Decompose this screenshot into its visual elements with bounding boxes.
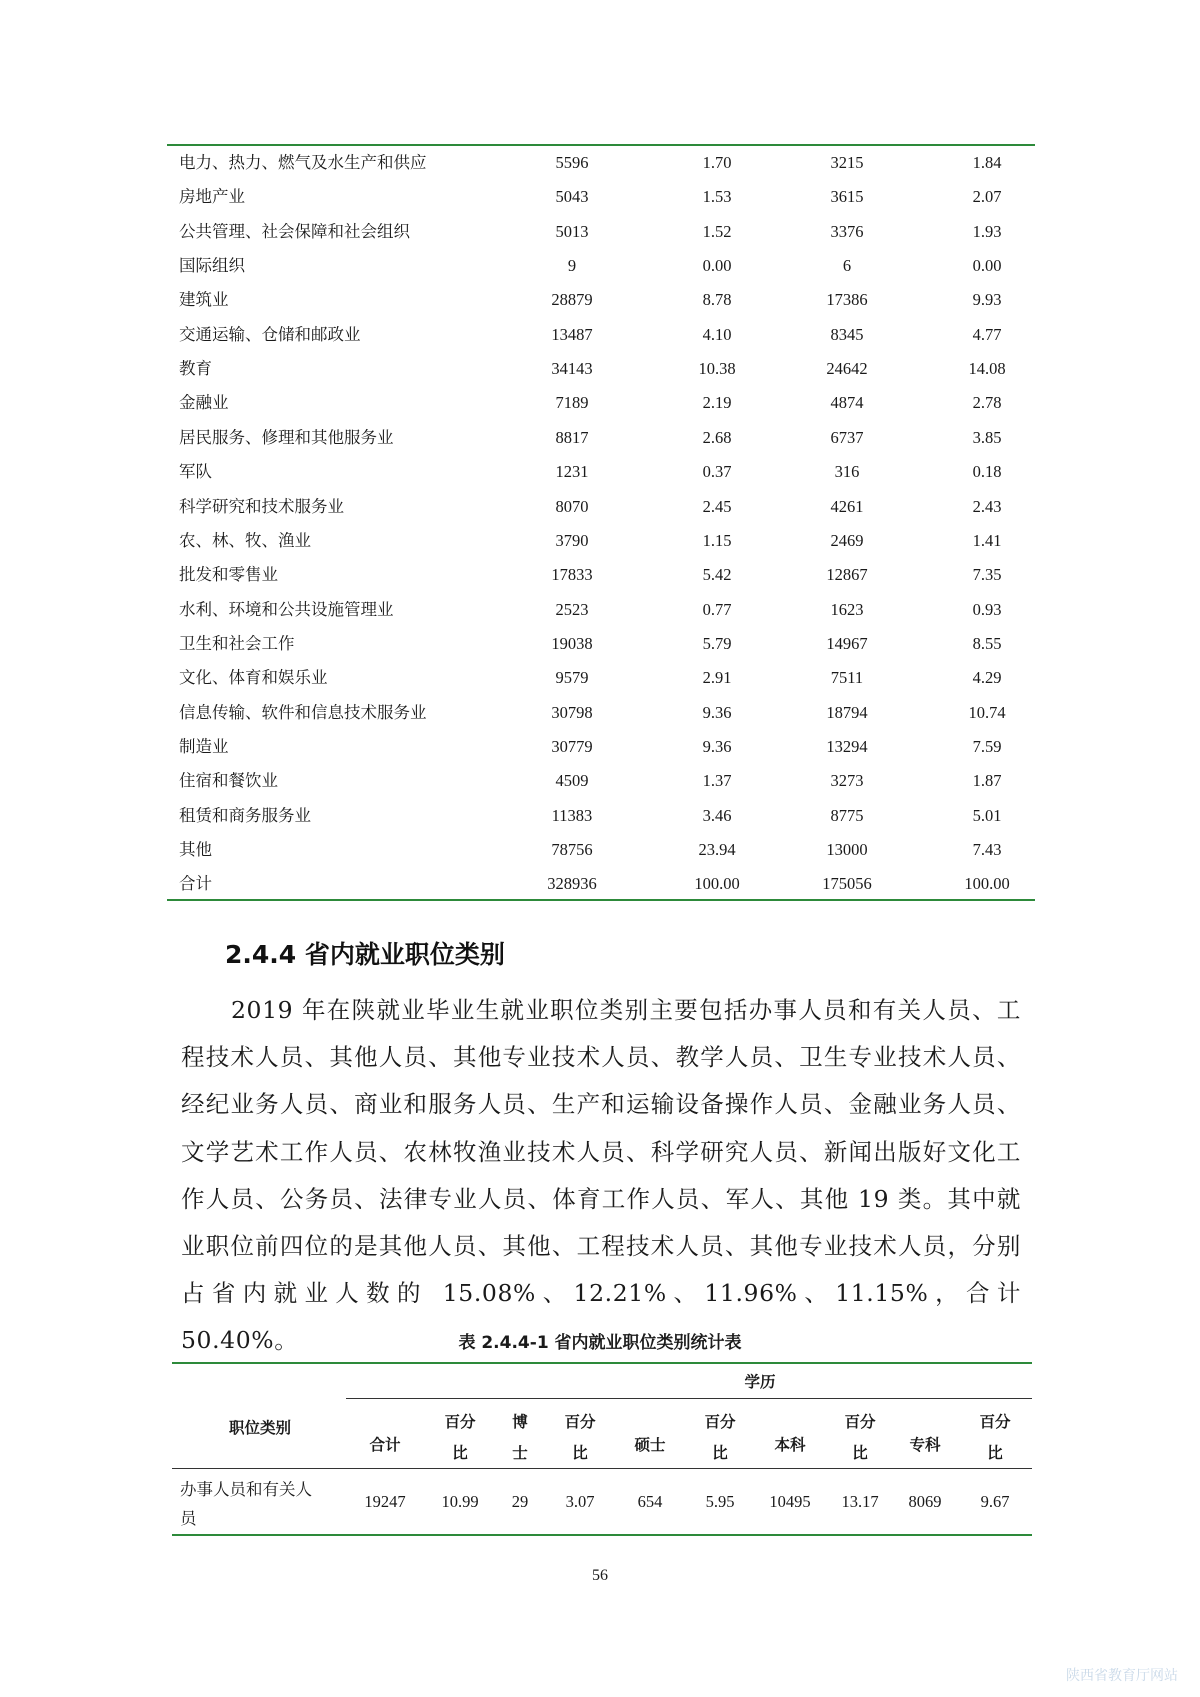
employed-pct: 7.59	[972, 736, 1002, 756]
employed-pct: 8.55	[972, 633, 1002, 653]
employed-count: 7511	[830, 668, 864, 688]
graduates-pct: 9.36	[702, 736, 732, 756]
header-bachelor: 本科	[774, 1436, 806, 1454]
graduates-pct: 100.00	[694, 874, 740, 894]
table-row	[167, 627, 1035, 661]
row-phd-pct: 3.07	[565, 1492, 595, 1511]
industry-name: 信息传输、软件和信息技术服务业	[179, 702, 427, 722]
industry-name: 居民服务、修理和其他服务业	[179, 427, 394, 447]
employed-count: 3376	[830, 221, 864, 241]
graduates-count: 17833	[551, 565, 593, 585]
graduates-count: 5043	[555, 187, 589, 207]
table-row	[167, 661, 1035, 695]
employed-count: 3615	[830, 187, 864, 207]
graduates-pct: 2.19	[702, 393, 732, 413]
graduates-pct: 3.46	[702, 805, 732, 825]
graduates-pct: 10.38	[698, 359, 736, 379]
industry-name: 住宿和餐饮业	[179, 771, 278, 791]
row-total-pct: 10.99	[441, 1492, 479, 1511]
employed-count: 1623	[830, 599, 864, 619]
employed-count: 18794	[826, 702, 868, 722]
graduates-count: 1231	[555, 462, 589, 482]
employed-count: 13294	[826, 736, 868, 756]
employed-pct: 7.43	[972, 840, 1002, 859]
header-bachelor-pct-line1: 百分	[844, 1413, 876, 1431]
graduates-count: 11383	[551, 805, 593, 825]
table-row	[167, 146, 1035, 180]
header-college-pct-line1: 百分	[979, 1413, 1011, 1431]
industry-name: 批发和零售业	[179, 565, 278, 585]
table-row	[167, 421, 1035, 455]
employed-count: 8345	[830, 324, 864, 344]
industry-name: 农、林、牧、渔业	[179, 530, 311, 550]
graduates-pct: 0.00	[702, 256, 732, 276]
table-row	[167, 180, 1035, 214]
table-row	[167, 833, 1035, 867]
graduates-pct: 2.91	[702, 668, 732, 688]
graduates-pct: 1.37	[702, 771, 732, 791]
industry-name: 交通运输、仓储和邮政业	[179, 324, 361, 344]
graduates-count: 2523	[555, 599, 589, 619]
table-row	[167, 524, 1035, 558]
table-row	[167, 490, 1035, 524]
graduates-pct: 1.15	[702, 530, 732, 550]
table-row	[167, 283, 1035, 317]
graduates-count: 3790	[555, 530, 589, 550]
employed-pct: 1.93	[972, 221, 1002, 241]
table-row	[167, 318, 1035, 352]
employed-count: 316	[834, 462, 860, 482]
industry-name: 卫生和社会工作	[179, 633, 295, 653]
employed-count: 2469	[830, 530, 864, 550]
employed-count: 17386	[826, 290, 868, 310]
employed-count: 3273	[830, 771, 864, 791]
employed-pct: 3.85	[972, 427, 1002, 447]
header-category: 职位类别	[228, 1419, 291, 1437]
employed-pct: 9.93	[972, 290, 1002, 310]
row-college-pct: 9.67	[980, 1492, 1010, 1511]
page-number: 56	[592, 1567, 608, 1584]
table-row	[167, 867, 1035, 901]
graduates-count: 34143	[551, 359, 593, 379]
employed-pct: 2.07	[972, 187, 1002, 207]
graduates-count: 78756	[551, 840, 593, 859]
employed-count: 14967	[826, 633, 868, 653]
table-row	[167, 730, 1035, 764]
graduates-pct: 0.37	[702, 462, 732, 482]
header-phd-line1: 博	[512, 1413, 528, 1431]
graduates-pct: 1.53	[702, 187, 732, 207]
employed-pct: 1.84	[972, 153, 1002, 172]
header-total: 合计	[369, 1436, 401, 1454]
row-bachelor-pct: 13.17	[841, 1492, 879, 1511]
employed-count: 6737	[830, 427, 864, 447]
table-row	[167, 593, 1035, 627]
graduates-count: 328936	[547, 874, 597, 894]
industry-name: 水利、环境和公共设施管理业	[179, 599, 394, 619]
table-bottom-rule	[172, 1534, 1032, 1536]
row-bachelor: 10495	[769, 1492, 811, 1511]
industry-name: 制造业	[179, 736, 229, 756]
header-master-pct-line1: 百分	[704, 1413, 736, 1431]
header-master-pct-line2: 比	[712, 1444, 728, 1462]
header-phd-pct-line2: 比	[572, 1444, 588, 1462]
table-row	[167, 386, 1035, 420]
graduates-count: 19038	[551, 633, 593, 653]
employed-pct: 2.43	[972, 496, 1002, 516]
table-row	[167, 696, 1035, 730]
employed-pct: 7.35	[972, 565, 1002, 585]
employed-pct: 4.29	[972, 668, 1002, 688]
header-total-pct-line1: 百分	[444, 1413, 476, 1431]
header-bottom-rule	[172, 1468, 1032, 1469]
graduates-pct: 8.78	[702, 290, 732, 310]
header-total-pct-line2: 比	[452, 1444, 468, 1462]
header-education-group: 学历	[744, 1373, 776, 1391]
industry-name: 电力、热力、燃气及水生产和供应	[179, 153, 427, 172]
employed-pct: 2.78	[972, 393, 1002, 413]
industry-name: 金融业	[179, 393, 229, 413]
employed-count: 8775	[830, 805, 864, 825]
table-top-rule	[172, 1362, 1032, 1364]
graduates-pct: 9.36	[702, 702, 732, 722]
row-college: 8069	[908, 1492, 942, 1511]
graduates-pct: 2.68	[702, 427, 732, 447]
graduates-count: 30798	[551, 702, 593, 722]
graduates-pct: 5.42	[702, 565, 732, 585]
graduates-pct: 0.77	[702, 599, 732, 619]
header-bachelor-pct-line2: 比	[852, 1444, 868, 1462]
row-master: 654	[637, 1492, 663, 1511]
table-row	[167, 455, 1035, 489]
industry-name: 合计	[179, 874, 212, 894]
header-college-pct-line2: 比	[987, 1444, 1003, 1462]
graduates-pct: 1.52	[702, 221, 732, 241]
graduates-count: 7189	[555, 393, 589, 413]
industry-name: 租赁和商务服务业	[179, 805, 311, 825]
employed-count: 175056	[822, 874, 872, 894]
employed-pct: 1.41	[972, 530, 1002, 550]
industry-name: 公共管理、社会保障和社会组织	[179, 221, 410, 241]
graduates-count: 30779	[551, 736, 593, 756]
employed-count: 4874	[830, 393, 864, 413]
table-caption: 表 2.4.4-1 省内就业职位类别统计表	[458, 1333, 742, 1353]
graduates-count: 9	[567, 256, 577, 276]
header-phd-pct-line1: 百分	[564, 1413, 596, 1431]
employed-pct: 14.08	[968, 359, 1006, 379]
graduates-count: 5596	[555, 153, 589, 172]
table-row	[167, 249, 1035, 283]
employed-pct: 100.00	[964, 874, 1010, 894]
graduates-count: 5013	[555, 221, 589, 241]
employed-pct: 0.00	[972, 256, 1002, 276]
header-group-rule	[346, 1398, 1032, 1399]
industry-name: 教育	[179, 359, 212, 379]
graduates-count: 4509	[555, 771, 589, 791]
employed-pct: 1.87	[972, 771, 1002, 791]
table-bottom-rule	[167, 899, 1035, 901]
graduates-pct: 5.79	[702, 633, 732, 653]
graduates-count: 13487	[551, 324, 593, 344]
industry-name: 科学研究和技术服务业	[179, 496, 344, 516]
graduates-count: 9579	[555, 668, 589, 688]
graduates-pct: 1.70	[702, 153, 732, 172]
employed-count: 24642	[826, 359, 868, 379]
watermark: 陕西省教育厅网站	[1066, 1668, 1178, 1684]
graduates-pct: 4.10	[702, 324, 732, 344]
row-name-line2: 员	[180, 1509, 197, 1528]
header-phd-line2: 士	[512, 1444, 528, 1462]
graduates-pct: 23.94	[698, 840, 736, 859]
employed-pct: 4.77	[972, 324, 1002, 344]
industry-name: 建筑业	[179, 290, 229, 310]
table-row	[167, 558, 1035, 592]
graduates-pct: 2.45	[702, 496, 732, 516]
graduates-count: 8817	[555, 427, 589, 447]
industry-name: 国际组织	[179, 256, 245, 276]
graduates-count: 28879	[551, 290, 593, 310]
header-college: 专科	[909, 1436, 941, 1454]
employed-count: 6	[842, 256, 852, 276]
employed-count: 13000	[826, 840, 868, 859]
table-row	[167, 215, 1035, 249]
row-master-pct: 5.95	[705, 1492, 735, 1511]
graduates-count: 8070	[555, 496, 589, 516]
employed-count: 4261	[830, 496, 864, 516]
row-name-line1: 办事人员和有关人	[180, 1480, 312, 1499]
employed-count: 12867	[826, 565, 868, 585]
section-heading: 2.4.4 省内就业职位类别	[225, 940, 505, 969]
industry-name: 房地产业	[179, 187, 245, 207]
employed-count: 3215	[830, 153, 864, 172]
table-row	[167, 799, 1035, 833]
employed-pct: 0.93	[972, 599, 1002, 619]
row-phd: 29	[511, 1492, 529, 1511]
header-master: 硕士	[634, 1436, 666, 1454]
employed-pct: 5.01	[972, 805, 1002, 825]
table-row	[167, 764, 1035, 798]
table-row	[167, 352, 1035, 386]
employed-pct: 10.74	[968, 702, 1006, 722]
section-paragraph: 2019 年在陕就业毕业生就业职位类别主要包括办事人员和有关人员、工程技术人员、其他人员、其他专业技术人员、教学人员、卫生专业技术人员、经纪业务人员、商业和服务人员、生产和运输设备操作人员、金融业务人员、文学艺术工作人员、农林牧渔业技术人员、科学研究人员、新闻出版好文化工作人员、公务员、法律专业人员、体育工作人员、军人、其他 19 类。其中就业职位前四位的是其他人员、其他、工程技术人员、其他专业技术人员，分别占省内就业人数的 15.08%、12.21%、11.96%、11.15%，合计 50.40%。	[181, 996, 1021, 1355]
industry-name: 文化、体育和娱乐业	[179, 668, 328, 688]
row-total: 19247	[364, 1492, 406, 1511]
employed-pct: 0.18	[972, 462, 1002, 482]
industry-name: 军队	[179, 462, 212, 482]
industry-name: 其他	[179, 840, 212, 859]
